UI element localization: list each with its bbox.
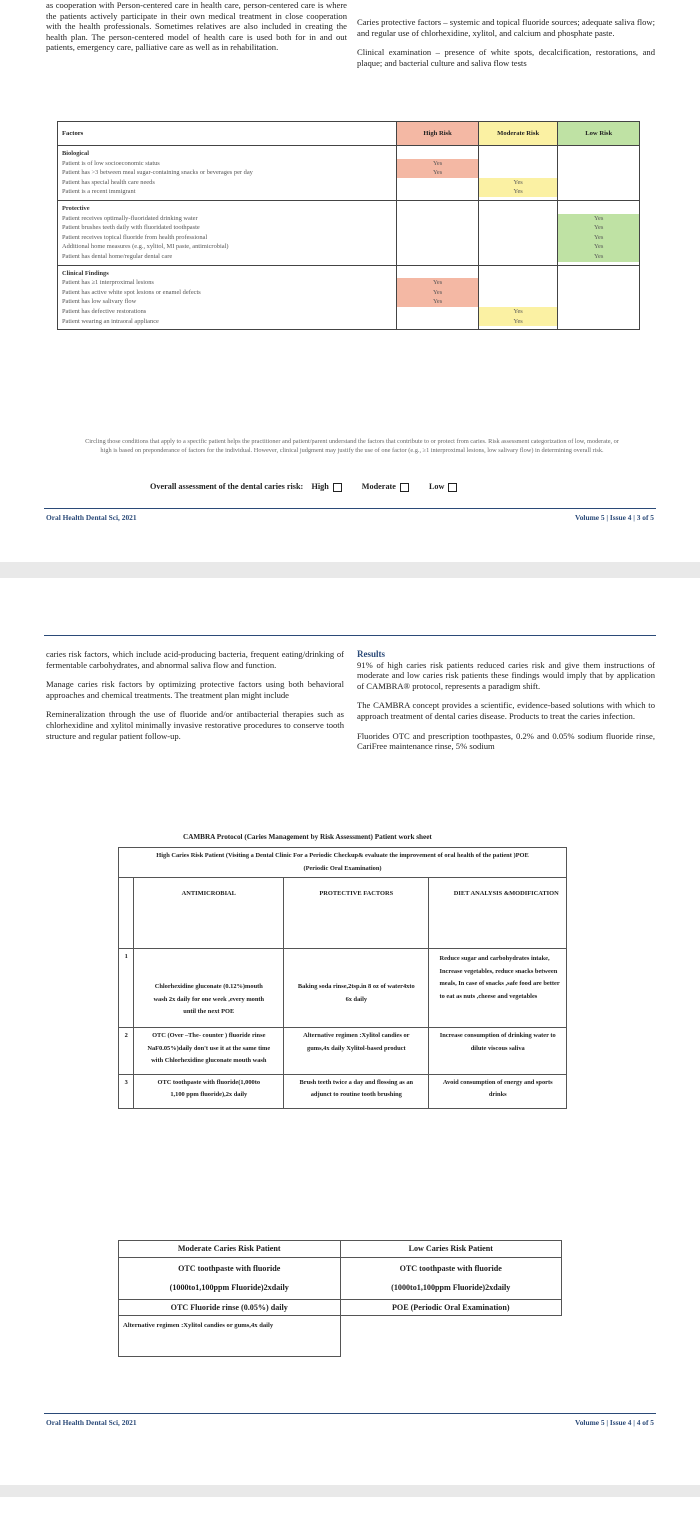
yes-mark: Yes [397,297,478,307]
high-risk-header: High Risk [397,122,479,146]
antimicrobial-cell: OTC toothpaste with fluoride(1,000to 1,100 ppm fluoride),2x daily [134,1074,284,1108]
risk-section-protective [58,200,640,265]
antimicrobial-cell: Chlorhexidine gluconate (0.12%)mouth wash 2x daily for one week ,every month until the next POE [134,949,284,1028]
low-risk-cell [558,265,640,330]
yes-mark: Yes [558,252,639,262]
manage-risk-paragraph: Manage caries risk factors by optimizing protective factors using both behavioral approaches and chemical treatments. The treatment plan might include [46,679,344,700]
yes-mark: Yes [558,242,639,252]
antimicrobial-cell: OTC (Over –The- counter ) fluoride rinse NaF0.05%)daily don't use it at the same time with Chlorhexidine gluconate mouth wash [134,1027,284,1074]
moderate-risk-header: Moderate Risk [478,122,558,146]
moderate-low-risk-table [118,1240,562,1357]
empty-cell [340,1316,562,1357]
low-risk-cell [558,146,640,201]
factor-item: Patient brushes teeth daily with fluoridated toothpaste [62,224,200,232]
low-risk-title: Low Caries Risk Patient [340,1241,562,1258]
high-checkbox[interactable] [333,483,342,492]
factor-item: Patient wearing an intraoral appliance [62,317,159,325]
moderate-item: (1000to1,100ppm Fluoride)2xdaily [169,1283,289,1293]
moderate-risk-title: Moderate Caries Risk Patient [119,1241,341,1258]
diet-cell: Reduce sugar and carbohydrates intake, Increase vegetables, reduce snacks between meals, In case of snacks ,safe food are better to eat as nuts ,cheese and vegetables [429,949,567,1028]
factor-item: Patient receives topical fluoride from health professional [62,233,208,241]
section-factors-cell [58,200,397,265]
protective-factors-header: PROTECTIVE FACTORS [284,878,429,949]
factor-item: Patient has ≥1 interproximal lesions [62,279,154,287]
page-3 [0,0,700,562]
moderate-risk-toothpaste-cell [119,1257,341,1299]
low-risk-header: Low Risk [558,122,640,146]
moderate-item: OTC toothpaste with fluoride [178,1263,281,1273]
factor-item: Patient has special health care needs [62,178,155,186]
footer-journal: Oral Health Dental Sci, 2021 [46,513,137,522]
remineralization-paragraph: Remineralization through the use of fluoride and/or antibacterial therapies such as chlorhexidine and xylitol minimally invasive restorative procedures to conserve tooth structure and regular patient follow-up. [46,709,344,741]
factor-item: Patient is of low socioeconomic status [62,159,160,167]
row-number: 3 [119,1074,134,1108]
moderate-xylitol-cell: Alternative regimen :Xylitol candies or gums,4x daily [119,1316,341,1357]
caries-risk-table [57,121,640,330]
header-rule [44,635,656,636]
footer-rule [44,1413,656,1414]
factors-header: Factors [58,122,397,146]
risk-factors-paragraph: caries risk factors, which include acid-producing bacteria, frequent eating/drinking of fermentable carbohydrates, and abnormal saliva flow and function. [46,649,344,670]
footer-page-number: Volume 5 | Issue 4 | 4 of 5 [575,1418,654,1427]
factor-item: Patient receives optimally-fluoridated drinking water [62,214,198,222]
factor-item: Patient has active white spot lesions or enamel defects [62,288,201,296]
cambra-row [119,949,567,1028]
moderate-risk-cell [478,200,558,265]
high-risk-cell [397,200,479,265]
risk-section-clinical [58,265,640,330]
protective-cell: Alternative regimen :Xylitol candies or gums,4x daily Xylitol-based product [284,1027,429,1074]
assessment-label: Overall assessment of the dental caries risk: [150,482,304,491]
yes-mark: Yes [558,223,639,233]
number-header [119,878,134,949]
factor-item: Patient has defective restorations [62,307,147,315]
diet-cell: Increase consumption of drinking water to dilute viscous saliva [429,1027,567,1074]
yes-mark: Yes [558,233,639,243]
section-title: Clinical Findings [62,269,109,277]
high-risk-cell [397,146,479,201]
yes-mark: Yes [479,187,558,197]
low-checkbox[interactable] [448,483,457,492]
worksheet-title: CAMBRA Protocol (Caries Management by Risk Assessment) Patient work sheet [183,833,432,841]
overall-assessment [150,482,475,492]
moderate-risk-cell [478,265,558,330]
footer-rule [44,508,656,509]
cambra-row [119,1027,567,1074]
risk-table-note: Circling those conditions that apply to a specific patient helps the practitioner and patient/parent understand the factors that contribute to or protect from caries. Risk assessment categorization of low, moderate, or high is based on preponderance of factors for the individual. However, clinical judgment may justify the use of one factor (e.g., ≥1 interproximal lesions, low salivary flow) in determining overall risk. [85,438,619,454]
low-item: OTC toothpaste with fluoride [399,1263,502,1273]
cambra-concept-paragraph: The CAMBRA concept provides a scientific, evidence-based solutions with which to approach treatment of dental caries disease. Products to treat the caries infection. [357,700,655,721]
high-risk-patient-header: High Caries Risk Patient (Visiting a Dental Clinic For a Periodic Checkup& evaluate the improvement of oral health of the patient )POE (Periodic Oral Examination) [119,848,567,878]
moderate-rinse-cell: OTC Fluoride rinse (0.05%) daily [119,1299,341,1316]
right-column-text [357,649,655,761]
clinical-exam-paragraph: Clinical examination – presence of white spots, decalcification, restorations, and plaque; and bacterial culture and saliva flow tests [357,47,655,68]
results-paragraph: 91% of high caries risk patients reduced caries risk and give them instructions of moderate and low caries risk patients these findings would imply that by application of CAMBRA® protocol, represents a paradigm shift. [357,659,655,691]
factor-item: Patient has >3 between meal sugar-containing snacks or beverages per day [62,169,253,177]
option-moderate-label: Moderate [361,482,396,491]
results-heading: Results [357,649,386,659]
row-number: 1 [119,949,134,1028]
page-4 [0,578,700,1485]
yes-mark: Yes [479,317,558,327]
yes-mark: Yes [397,288,478,298]
moderate-risk-cell [478,146,558,201]
moderate-checkbox[interactable] [400,483,409,492]
left-column-text [46,649,344,750]
yes-mark: Yes [558,214,639,224]
low-risk-toothpaste-cell [340,1257,562,1299]
option-high-label: High [311,482,329,491]
protective-cell: Baking soda rinse,2tsp.in 8 oz of water4xto 6x daily [284,949,429,1028]
protective-factors-paragraph: Caries protective factors – systemic and topical fluoride sources; adequate saliva flow; and regular use of chlorhexidine, xylitol, and calcium and phosphate paste. [357,17,655,38]
left-column-text [46,0,347,62]
row-number: 2 [119,1027,134,1074]
diet-analysis-header: DIET ANALYSIS &MODIFICATION [429,878,567,949]
factor-item: Patient has low salivary flow [62,298,137,306]
section-factors-cell [58,146,397,201]
factor-item: Patient has dental home/regular dental care [62,252,173,260]
section-title: Protective [62,204,90,212]
low-poe-cell: POE (Periodic Oral Examination) [340,1299,562,1316]
antimicrobial-header: ANTIMICROBIAL [134,878,284,949]
risk-table-header [58,122,640,146]
right-column-text [357,17,655,77]
yes-mark: Yes [397,168,478,178]
low-item: (1000to1,100ppm Fluoride)2xdaily [391,1283,511,1293]
section-factors-cell [58,265,397,330]
low-risk-cell [558,200,640,265]
risk-section-biological [58,146,640,201]
footer-journal: Oral Health Dental Sci, 2021 [46,1418,137,1427]
yes-mark: Yes [479,307,558,317]
option-low-label: Low [428,482,445,491]
page-5-edge [0,1497,700,1515]
protective-cell: Brush teeth twice a day and flossing as an adjunct to routine tooth brushing [284,1074,429,1108]
yes-mark: Yes [479,178,558,188]
person-centered-paragraph: as cooperation with Person-centered care in health care, person-centered care is where the patients actively participate in their own medical treatment in close cooperation with the health professionals. Sometimes relatives are also included in creating the health plan. The person-centered model of health care is used both for in and out patients, emergency care, palliative care as well as in rehabilitation. [46,0,347,53]
footer-page-number: Volume 5 | Issue 4 | 3 of 5 [575,513,654,522]
factor-item: Patient is a recent immigrant [62,188,136,196]
factor-item: Additional home measures (e.g., xylitol, MI paste, antimicrobial) [62,243,229,251]
fluorides-paragraph: Fluorides OTC and prescription toothpastes, 0.2% and 0.05% sodium fluoride rinse, CariFree maintenance rinse, 5% sodium [357,730,655,752]
yes-mark: Yes [397,159,478,169]
cambra-row [119,1074,567,1108]
high-risk-cell [397,265,479,330]
diet-cell: Avoid consumption of energy and sports drinks [429,1074,567,1108]
yes-mark: Yes [397,278,478,288]
cambra-worksheet-table [118,847,567,1109]
section-title: Biological [62,150,89,157]
